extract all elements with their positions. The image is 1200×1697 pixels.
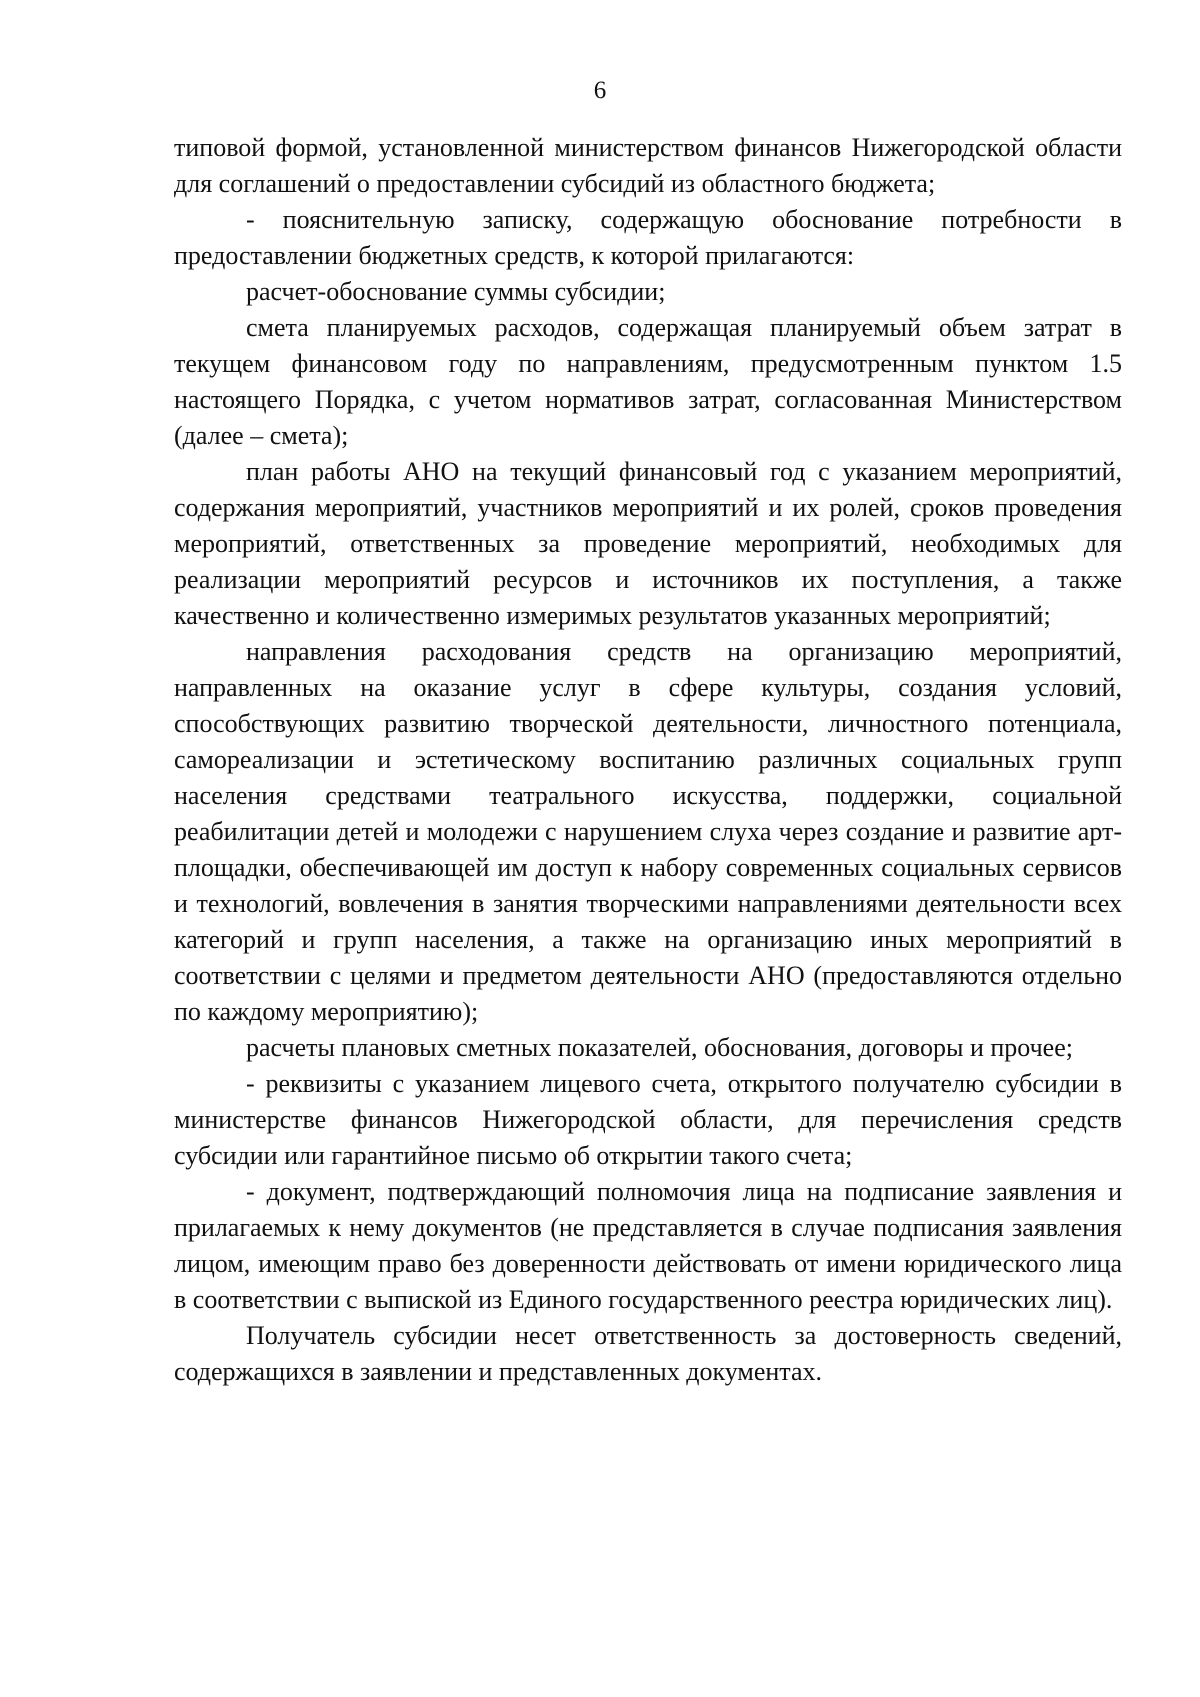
page-number: 6 [593,77,607,104]
document-body [174,130,1122,1390]
paragraph-bank-details: - реквизиты с указанием лицевого счета, открытого получателю субсидии в министерстве финансов Нижегородской области, для перечисления средств субсидии или гарантийное письмо об открытии такого счета; [174,1069,1122,1170]
paragraph-estimate-indicators: расчеты плановых сметных показателей, обоснования, договоры и прочее; [246,1033,1073,1062]
paragraph-authority-document: - документ, подтверждающий полномочия лица на подписание заявления и прилагаемых к нему документов (не представляется в случае подписания заявления лицом, имеющим право без доверенности действовать от имени юридического лица в соответствии с выпиской из Единого государственного реестра юридических лиц). [174,1177,1122,1314]
paragraph-continuation: типовой формой, установленной министерством финансов Нижегородской области для соглашений о предоставлении субсидий из областного бюджета; [174,133,1122,198]
paragraph-recipient-responsibility: Получатель субсидии несет ответственность за достоверность сведений, содержащихся в заявлении и представленных документах. [174,1321,1122,1386]
paragraph-cost-estimate: смета планируемых расходов, содержащая планируемый объем затрат в текущем финансовом году по направлениям, предусмотренным пунктом 1.5 настоящего Порядка, с учетом нормативов затрат, согласованная Министерством (далее – смета); [174,313,1122,450]
paragraph-spending-directions: направления расходования средств на организацию мероприятий, направленных на оказание услуг в сфере культуры, создания условий, способствующих развитию творческой деятельности, личностного потенциала, самореализации и эстетическому воспитанию различных социальных групп населения средствами театрального искусства, поддержки, социальной реабилитации детей и молодежи с нарушением слуха через создание и развитие арт-площадки, обеспечивающей им доступ к набору современных социальных сервисов и технологий, вовлечения в занятия творческими направлениями деятельности всех категорий и групп населения, а также на организацию иных мероприятий в соответствии с целями и предметом деятельности АНО (предоставляются отдельно по каждому мероприятию); [174,637,1122,1026]
paragraph-subsidy-calculation: расчет-обоснование суммы субсидии; [246,277,666,306]
paragraph-work-plan: план работы АНО на текущий финансовый год с указанием мероприятий, содержания мероприятий, участников мероприятий и их ролей, сроков проведения мероприятий, ответственных за проведение мероприятий, необходимых для реализации мероприятий ресурсов и источников их поступления, а также качественно и количественно измеримых результатов указанных мероприятий; [174,457,1122,630]
paragraph-explanatory-note: - пояснительную записку, содержащую обоснование потребности в предоставлении бюджетных средств, к которой прилагаются: [174,205,1122,270]
